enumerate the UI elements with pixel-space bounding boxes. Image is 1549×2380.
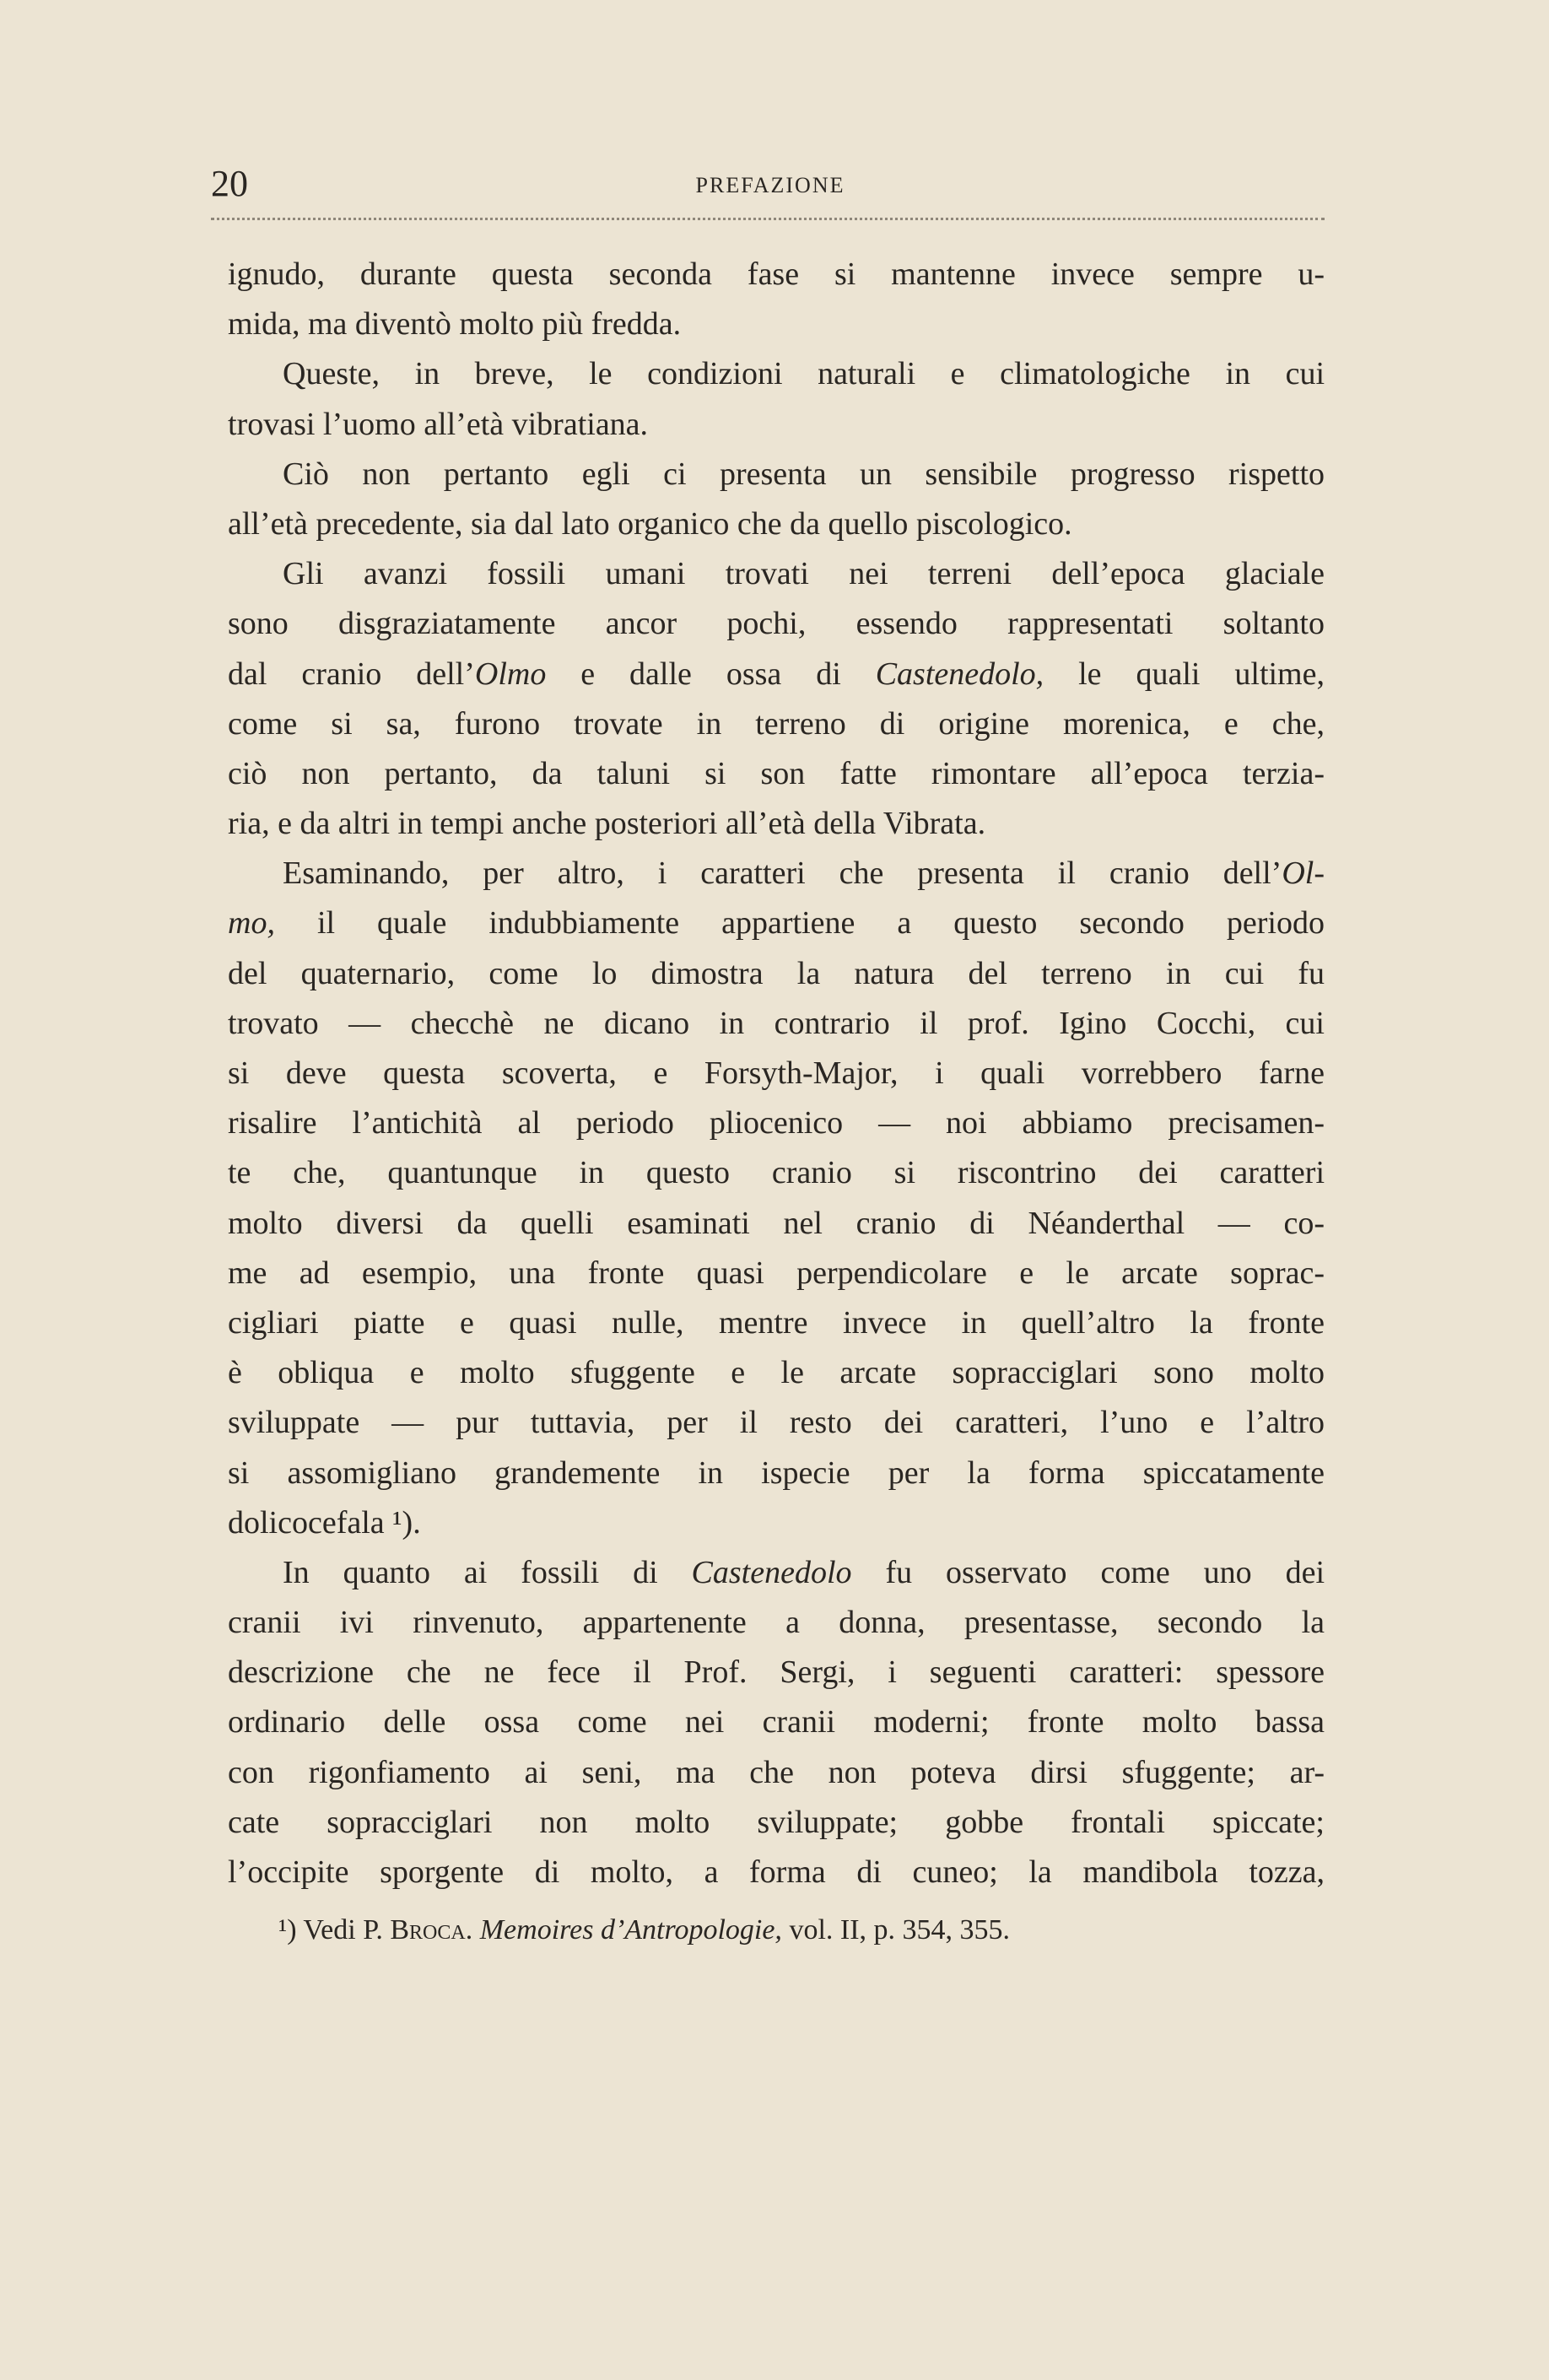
text-line (228, 1298, 1325, 1348)
page-number: 20 (211, 163, 248, 204)
line-text: l’occipite sporgente di molto, a forma di cuneo; la mandibola tozza, (228, 1854, 1325, 1890)
line-text: Gli avanzi fossili umani trovati nei terreni dell’epoca glaciale (283, 556, 1325, 592)
line-text: trovato — checchè ne dicano in contrario il prof. Igino Cocchi, cui (228, 1005, 1325, 1041)
line-text: sviluppate — pur tuttavia, per il resto dei caratteri, l’uno e l’altro (228, 1405, 1325, 1441)
text-line (228, 1098, 1325, 1148)
footnote-prefix: Vedi P. (296, 1914, 391, 1946)
text-line (228, 1798, 1325, 1848)
line-text: cate sopracciglari non molto sviluppate; gobbe frontali spiccate; (228, 1804, 1325, 1840)
text-line (228, 599, 1325, 649)
footnote-after-author: . (465, 1914, 480, 1946)
line-text: del quaternario, come lo dimostra la natura del terreno in cui fu (228, 955, 1325, 991)
footnote-location: vol. II, p. 354, 355. (781, 1914, 1011, 1946)
text-line (228, 1049, 1325, 1098)
text-line (228, 1148, 1325, 1198)
footnote-mark: ¹) (278, 1914, 297, 1946)
text-line (228, 899, 1325, 948)
line-text: si deve questa scoverta, e Forsyth-Major, i quali vorrebbero farne (228, 1055, 1325, 1091)
line-text: il quale indubbiamente appartiene a questo secondo periodo (274, 905, 1325, 942)
line-text: risalire l’antichità al periodo pliocenico — noi abbiamo precisamen- (228, 1105, 1325, 1141)
line-text: si assomigliano grandemente in ispecie per la forma spiccatamente (228, 1454, 1325, 1491)
italic-text: Castenedolo (691, 1554, 852, 1590)
text-line (228, 1848, 1325, 1897)
line-text: Esaminando, per altro, i caratteri che presenta il cranio dell’ (283, 855, 1282, 892)
running-title: PREFAZIONE (695, 173, 845, 197)
line-text: dal cranio dell’ (228, 656, 475, 692)
line-text: molto diversi da quelli esaminati nel cranio di Néanderthal — co- (228, 1205, 1325, 1241)
footnote-work-title: Memoires d’Antropologie, (479, 1914, 782, 1946)
line-text: e dalle ossa di (546, 656, 876, 692)
text-line (228, 400, 1325, 450)
text-line (228, 650, 1325, 699)
line-text: dolicocefala ¹). (228, 1504, 421, 1541)
italic-text: Castenedolo, (875, 656, 1044, 692)
line-text: cigliari piatte e quasi nulle, mentre invece in quell’altro la fronte (228, 1304, 1325, 1341)
line-text: fu osservato come uno dei (851, 1554, 1325, 1590)
text-line (228, 849, 1325, 899)
line-text: mida, ma diventò molto più fredda. (228, 306, 682, 343)
line-text: ciò non pertanto, da taluni si son fatte rimontare all’epoca terzia- (228, 755, 1325, 791)
line-text: ordinario delle ossa come nei cranii moderni; fronte molto bassa (228, 1704, 1325, 1740)
text-line (228, 1598, 1325, 1648)
line-text: me ad esempio, una fronte quasi perpendicolare e le arcate soprac- (228, 1255, 1325, 1291)
line-text: ria, e da altri in tempi anche posteriori all’età della Vibrata. (228, 806, 986, 842)
line-text: le quali ultime, (1044, 656, 1325, 692)
text-line (228, 749, 1325, 799)
footnote-author: Broca (390, 1914, 466, 1946)
text-line (228, 1249, 1325, 1298)
line-text: cranii ivi rinvenuto, appartenente a donna, presentasse, secondo la (228, 1605, 1325, 1641)
line-text: all’età precedente, sia dal lato organico che da quello piscologico. (228, 505, 1072, 542)
line-text: Ciò non pertanto egli ci presenta un sensibile progresso rispetto (283, 456, 1325, 492)
text-line (228, 1199, 1325, 1249)
line-text: descrizione che ne fece il Prof. Sergi, i seguenti caratteri: spessore (228, 1654, 1325, 1691)
italic-text: Olmo (474, 656, 547, 692)
line-text: In quanto ai fossili di (283, 1554, 692, 1590)
text-line (228, 949, 1325, 999)
text-line (228, 1548, 1325, 1598)
text-line (228, 799, 1325, 849)
text-line (228, 450, 1325, 499)
text-line (228, 1348, 1325, 1398)
text-line (228, 699, 1325, 749)
italic-text: Ol- (1282, 855, 1325, 892)
text-line (228, 1748, 1325, 1798)
text-line (228, 1697, 1325, 1747)
text-line (228, 349, 1325, 399)
line-text: sono disgraziatamente ancor pochi, essendo rappresentati soltanto (228, 606, 1325, 642)
text-line (228, 1398, 1325, 1448)
text-line (228, 499, 1325, 549)
line-text: come si sa, furono trovate in terreno di origine morenica, e che, (228, 705, 1325, 742)
line-text: te che, quantunque in questo cranio si riscontrino dei caratteri (228, 1155, 1325, 1191)
footnote (278, 1910, 1010, 1951)
line-text: ignudo, durante questa seconda fase si mantenne invece sempre u- (228, 256, 1325, 292)
text-line (228, 1648, 1325, 1697)
text-line (228, 300, 1325, 349)
text-line (228, 1449, 1325, 1498)
body-text (228, 250, 1325, 1897)
line-text: trovasi l’uomo all’età vibratiana. (228, 406, 649, 442)
text-line (228, 250, 1325, 300)
line-text: Queste, in breve, le condizioni naturali e climatologiche in cui (283, 356, 1325, 392)
italic-text: mo, (228, 905, 275, 942)
line-text: con rigonfiamento ai seni, ma che non poteva dirsi sfuggente; ar- (228, 1754, 1325, 1790)
line-text: è obliqua e molto sfuggente e le arcate sopracciglari sono molto (228, 1355, 1325, 1391)
text-line (228, 549, 1325, 599)
text-line (228, 999, 1325, 1049)
header-rule (211, 218, 1325, 220)
text-line (228, 1498, 1325, 1548)
